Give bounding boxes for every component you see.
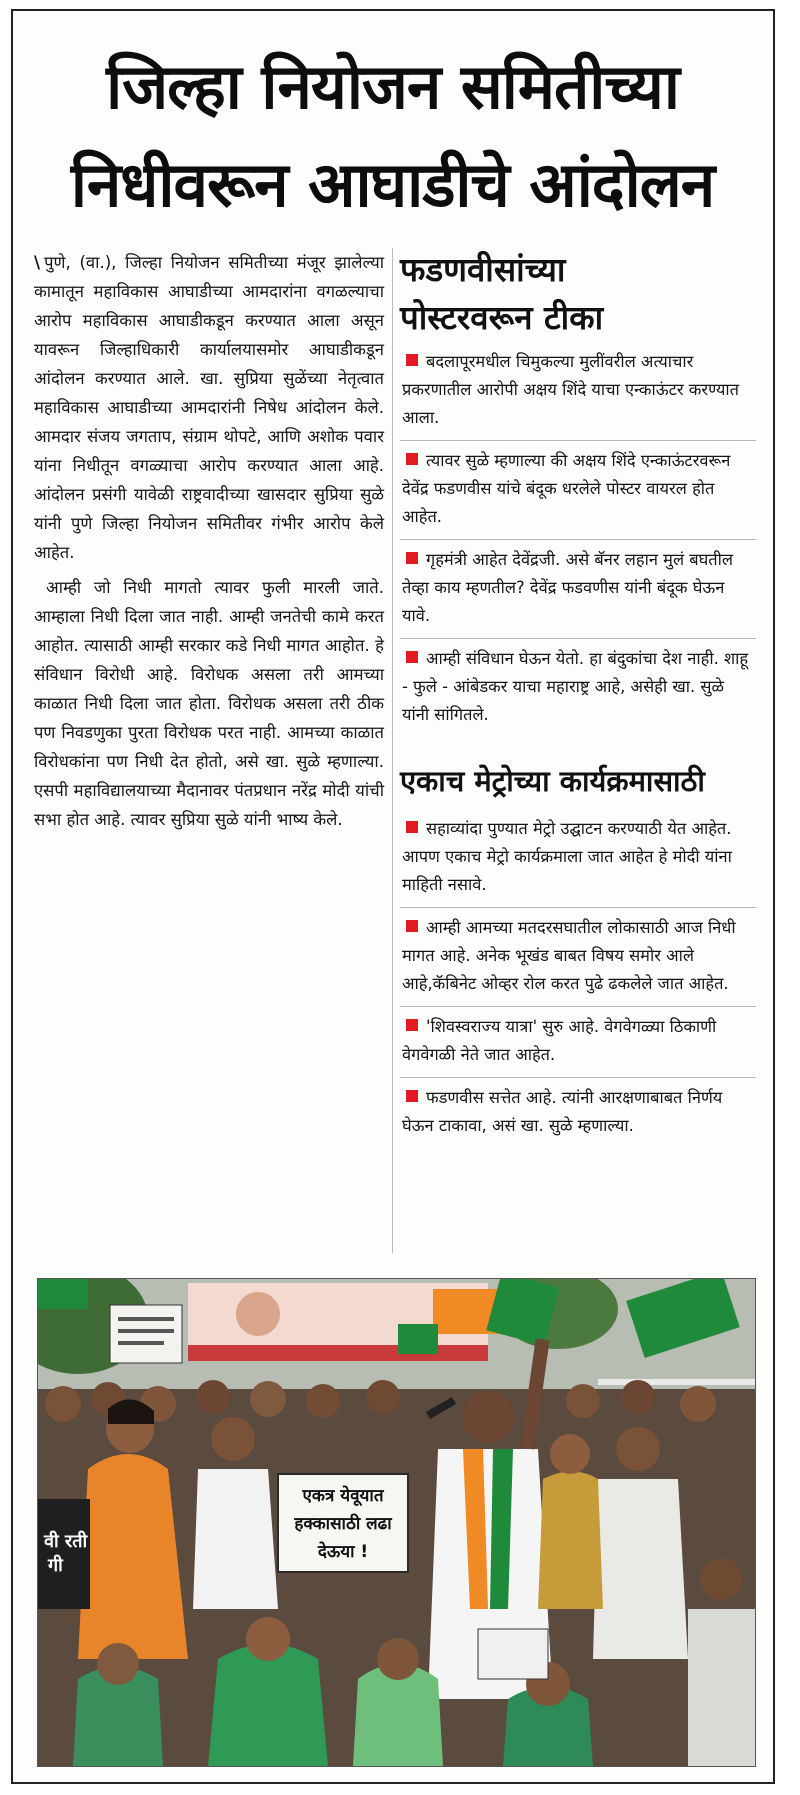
person-head (45, 1386, 81, 1422)
person-head (680, 1386, 716, 1422)
person-head (196, 1380, 230, 1414)
side-sign-line-1: वी रती (44, 1531, 88, 1552)
person-head (566, 1384, 600, 1418)
list-item: गृहमंत्री आहेत देवेंद्रजी. असे बॅनर लहान मुलं बघतील तेव्हा काय म्हणतील? देवेंद्र फडवणीस यांनी बंदूक घेऊन यावे. (400, 540, 756, 639)
red-square-bullet-icon (406, 1090, 418, 1102)
list-item: आम्ही आमच्या मतदरसघातील लोकासाठी आज निधी मागत आहे. अनेक भूखंड बाबत विषय समोर आले आहे,कॅबिनेट ओव्हर रोल करत पुढे ढकलेले जात आहेत. (400, 908, 756, 1007)
dateline-mark: \ (34, 253, 41, 272)
railing (598, 1379, 755, 1385)
headline-line-1: जिल्हा नियोजन समितीच्या (106, 50, 679, 123)
headline-line-2: निधीवरून आघाडीचे आंदोलन (70, 148, 715, 221)
placard-text-line (118, 1317, 174, 1321)
placard-line-2: हक्कासाठी लढा (294, 1514, 392, 1534)
section1-bullets (400, 342, 756, 737)
section1-heading (400, 246, 756, 342)
person-head (211, 1417, 255, 1461)
red-square-bullet-icon (406, 1019, 418, 1031)
red-square-bullet-icon (406, 453, 418, 465)
list-item: 'शिवस्वराज्य यात्रा' सुरु आहे. वेगवेगळ्या ठिकाणी वेगवेगळी नेते जात आहेत. (400, 1007, 756, 1078)
protest-photo (37, 1278, 756, 1767)
flag-green (398, 1324, 438, 1354)
person-head (700, 1558, 742, 1600)
list-item: सहाव्यांदा पुण्यात मेट्रो उद्घाटन करण्याठी येत आहेत. आपण एकाच मेट्रो कार्यक्रमाला जात आहेत हे मोदी यांना माहिती नसावे. (400, 809, 756, 908)
red-square-bullet-icon (406, 821, 418, 833)
person-head (366, 1380, 400, 1414)
placard-text-line (118, 1329, 174, 1333)
section2-bullets (400, 809, 756, 1148)
yellow-saree (538, 1472, 603, 1610)
protest-photo-illustration (38, 1279, 755, 1766)
side-sign-line-2: गी (48, 1555, 63, 1576)
placard-line-1: एकत्र येवूयात (302, 1486, 384, 1506)
person-head (616, 1427, 660, 1471)
person-head (621, 1380, 655, 1414)
section1-heading-line-2: पोस्टरवरून टीका (400, 298, 604, 337)
person-head (97, 1643, 139, 1685)
white-kurta (688, 1609, 755, 1766)
red-square-bullet-icon (406, 920, 418, 932)
sidebar-column (400, 246, 756, 1148)
headline (30, 38, 755, 234)
list-item: आम्ही संविधान घेऊन येतो. हा बंदुकांचा देश नाही. शाहू - फुले - आंबेडकर याचा महाराष्ट्र आहे, असेही खा. सुळे यांनी सांगितले. (402, 649, 749, 724)
speaker-head (462, 1391, 514, 1443)
section1-heading-line-1: फडणवीसांच्या (400, 250, 566, 289)
small-placard (478, 1629, 548, 1679)
person-head (246, 1617, 290, 1661)
person-head (550, 1434, 590, 1474)
person-head (377, 1638, 419, 1680)
person-head (250, 1381, 286, 1417)
section2-heading: एकाच मेट्रोच्या कार्यक्रमासाठी (400, 764, 705, 798)
small-placard (110, 1305, 182, 1363)
list-item: त्यावर सुळे म्हणाल्या की अक्षय शिंदे एन्काऊंटरवरून देवेंद्र फडणवीस यांचे बंदूक धरलेले पोस्टर वायरल होत आहेत. (400, 441, 756, 540)
red-square-bullet-icon (406, 552, 418, 564)
article-paragraph-1: \ पुणे, (वा.), जिल्हा नियोजन समितीच्या मंजूर झालेल्या कामातून महाविकास आघाडीच्या आमदारांना वगळल्याचा आरोप महाविकास आघाडीकडून करण्यात आला असून यावरून जिल्हाधिकारी कार्यालयासमोर आघाडीकडून आंदोलन करण्यात आले. खा. सुप्रिया सुळेंच्या नेतृत्वात महाविकास आघाडीच्या आमदारांनी निषेध आंदोलन केले. आमदार संजय जगताप, संग्राम थोपटे, आणि अशोक पवार यांना निधीतून वगळ्याचा आरोप करण्यात आला आहे. आंदोलन प्रसंगी यावेळी राष्ट्रवादीच्या खासदार सुप्रिया सुळे यांनी पुणे जिल्हा नियोजन समितीवर गंभीर आरोप केले आहेत. (34, 253, 384, 562)
list-item: बदलापूरमधील चिमुकल्या मुलींवरील अत्याचार प्रकरणातील आरोपी अक्षय शिंदे याचा एन्काऊंटर करण्यात आला. (400, 342, 756, 441)
banner-portrait (236, 1292, 280, 1336)
article-paragraph-2: आम्ही जो निधी मागतो त्यावर फुली मारली जाते. आम्हाला निधी दिला जात नाही. आम्ही जनतेची कामे करत आहोत. त्यासाठी आम्ही सरकार कडे निधी मागत आहोत. हे संविधान विरोधी आहे. विरोधक असला तरी आमच्या काळात निधी दिला जात होता. विरोधक असला तरी ठीक पण निवडणुका पुरता विरोधक परत नाही. आमच्या काळात विरोधकांना पण निधी देत होतो, असे खा. सुळे म्हणाल्या. एसपी महाविद्यालयाच्या मैदानावर पंतप्रधान नरेंद्र मोदी यांची सभा होत आहे. त्यावर सुप्रिया सुळे यांनी भाष्य केले. (34, 578, 384, 829)
white-kurta (593, 1479, 688, 1659)
white-kurta (193, 1469, 278, 1609)
placard-line-3: देऊया ! (317, 1542, 369, 1562)
person-head (306, 1384, 340, 1418)
column-divider (392, 248, 393, 1253)
list-item: फडणवीस सत्तेत आहे. त्यांनी आरक्षणाबाबत निर्णय घेऊन टाकावा, असं खा. सुळे म्हणाल्या. (402, 1088, 723, 1135)
red-square-bullet-icon (406, 354, 418, 366)
banner-stripe (188, 1345, 488, 1361)
red-square-bullet-icon (406, 651, 418, 663)
green-saree (208, 1644, 328, 1766)
main-article-body (34, 248, 384, 840)
side-sign (38, 1499, 90, 1609)
flag-green (38, 1279, 88, 1309)
placard-text-line (118, 1341, 164, 1345)
